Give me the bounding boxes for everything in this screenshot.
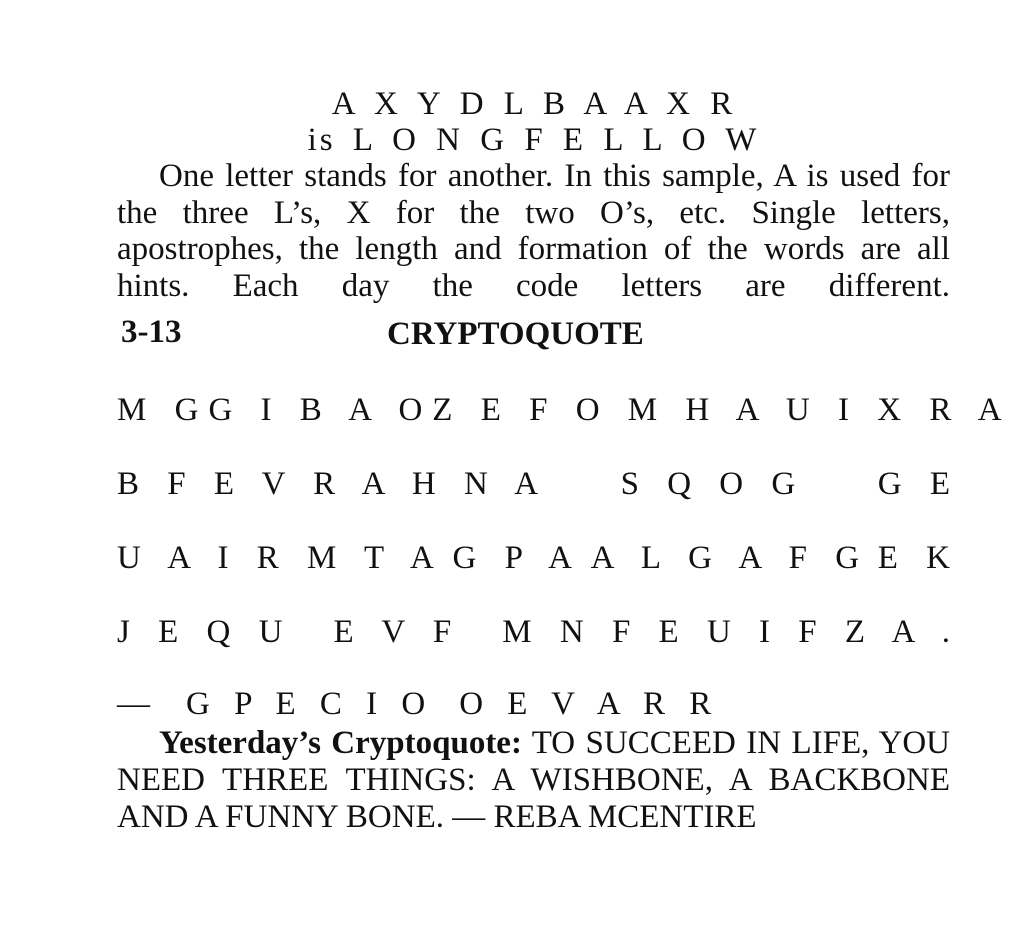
cipher-word: E V F <box>333 614 462 650</box>
attribution-dash: — <box>117 686 150 722</box>
cipher-word: M G <box>117 392 209 428</box>
cipher-attribution <box>117 686 950 723</box>
sample-plain: is L O N G F E L L O W <box>307 122 760 158</box>
answer-text: TO SUCCEED IN LIFE, YOU NEED THREE THINGS: A WISHBONE, A BACKBONE AND A FUNNY BONE. — REBA MCENTIRE <box>117 725 951 835</box>
cipher-text <box>117 392 1012 723</box>
answer-label: Yesterday’s Cryptoquote: <box>159 725 522 761</box>
yesterdays-answer <box>117 725 950 836</box>
cipher-word: S Q O G <box>620 466 806 502</box>
cipher-word: O E V A R R <box>459 686 720 722</box>
cipher-line <box>117 392 1012 429</box>
cipher-word: G P E C I O <box>186 686 434 722</box>
cipher-word: G I B A O <box>208 392 433 428</box>
cipher-line <box>117 614 960 651</box>
puzzle-title: CRYPTOQUOTE <box>387 316 644 352</box>
cipher-word: J E Q U <box>117 614 293 650</box>
cipher-word: Z E F O M H A U I X R A <box>432 392 1012 428</box>
cipher-word: G E <box>877 466 960 502</box>
cipher-word: E K <box>877 540 960 576</box>
sample-code: A X Y D L B A A X R <box>331 86 736 122</box>
cipher-word: M N F E U I F Z A . <box>502 614 960 650</box>
cipher-line <box>117 466 960 503</box>
puzzle-header <box>117 314 950 364</box>
instructions: One letter stands for another. In this sample, A is used for the three L’s, X for the two O’s, etc. Single letters, apostrophes, the length and formation of the words are all hints. Each day the code letters are different. <box>117 158 950 304</box>
cryptoquote-puzzle <box>117 84 1012 836</box>
cipher-word: A L G A F G <box>590 540 870 576</box>
cipher-word: B F E V R A H N A <box>117 466 549 502</box>
cipher-line <box>117 540 960 577</box>
puzzle-number: 3-13 <box>121 314 182 350</box>
cipher-word: U A I R M T A <box>117 540 444 576</box>
cipher-word: G P A <box>452 540 582 576</box>
